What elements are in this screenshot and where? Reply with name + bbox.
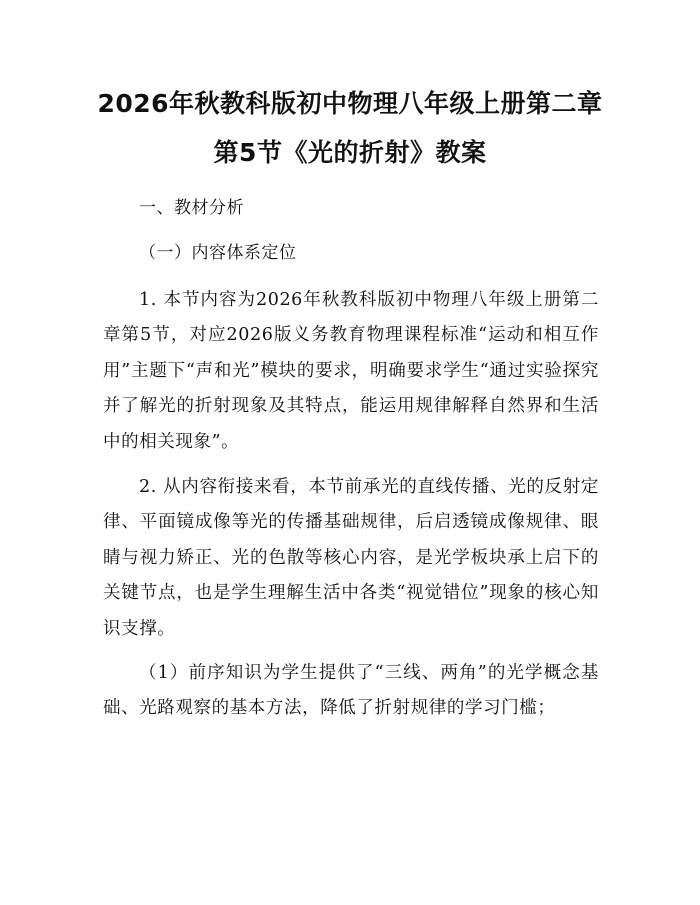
document-title-line-1: 2026年秋教科版初中物理八年级上册第二章 <box>97 89 603 118</box>
subsection-heading: （一）内容体系定位 <box>139 243 297 263</box>
paragraph-2: 2. 从内容衔接来看，本节前承光的直线传播、光的反射定律、平面镜成像等光的传播基础规律，后启透镜成像规律、眼睛与视力矫正、光的色散等核心内容，是光学板块承上启下的关键节点，也是学生理解生活中各类“视觉错位”现象的核心知识支撑。 <box>103 477 599 639</box>
paragraph-3: （1）前序知识为学生提供了“三线、两角”的光学概念基础、光路观察的基本方法，降低了折射规律的学习门槛； <box>103 663 599 719</box>
document-title-line-2: 第5节《光的折射》教案 <box>213 138 487 167</box>
section-heading: 一、教材分析 <box>139 198 244 218</box>
paragraph-1: 1. 本节内容为2026年秋教科版初中物理八年级上册第二章第5节，对应2026版义务教育物理课程标准“运动和相互作用”主题下“声和光”模块的要求，明确要求学生“通过实验探究并了解光的折射现象及其特点，能运用规律解释自然界和生活中的相关现象”。 <box>103 290 599 452</box>
